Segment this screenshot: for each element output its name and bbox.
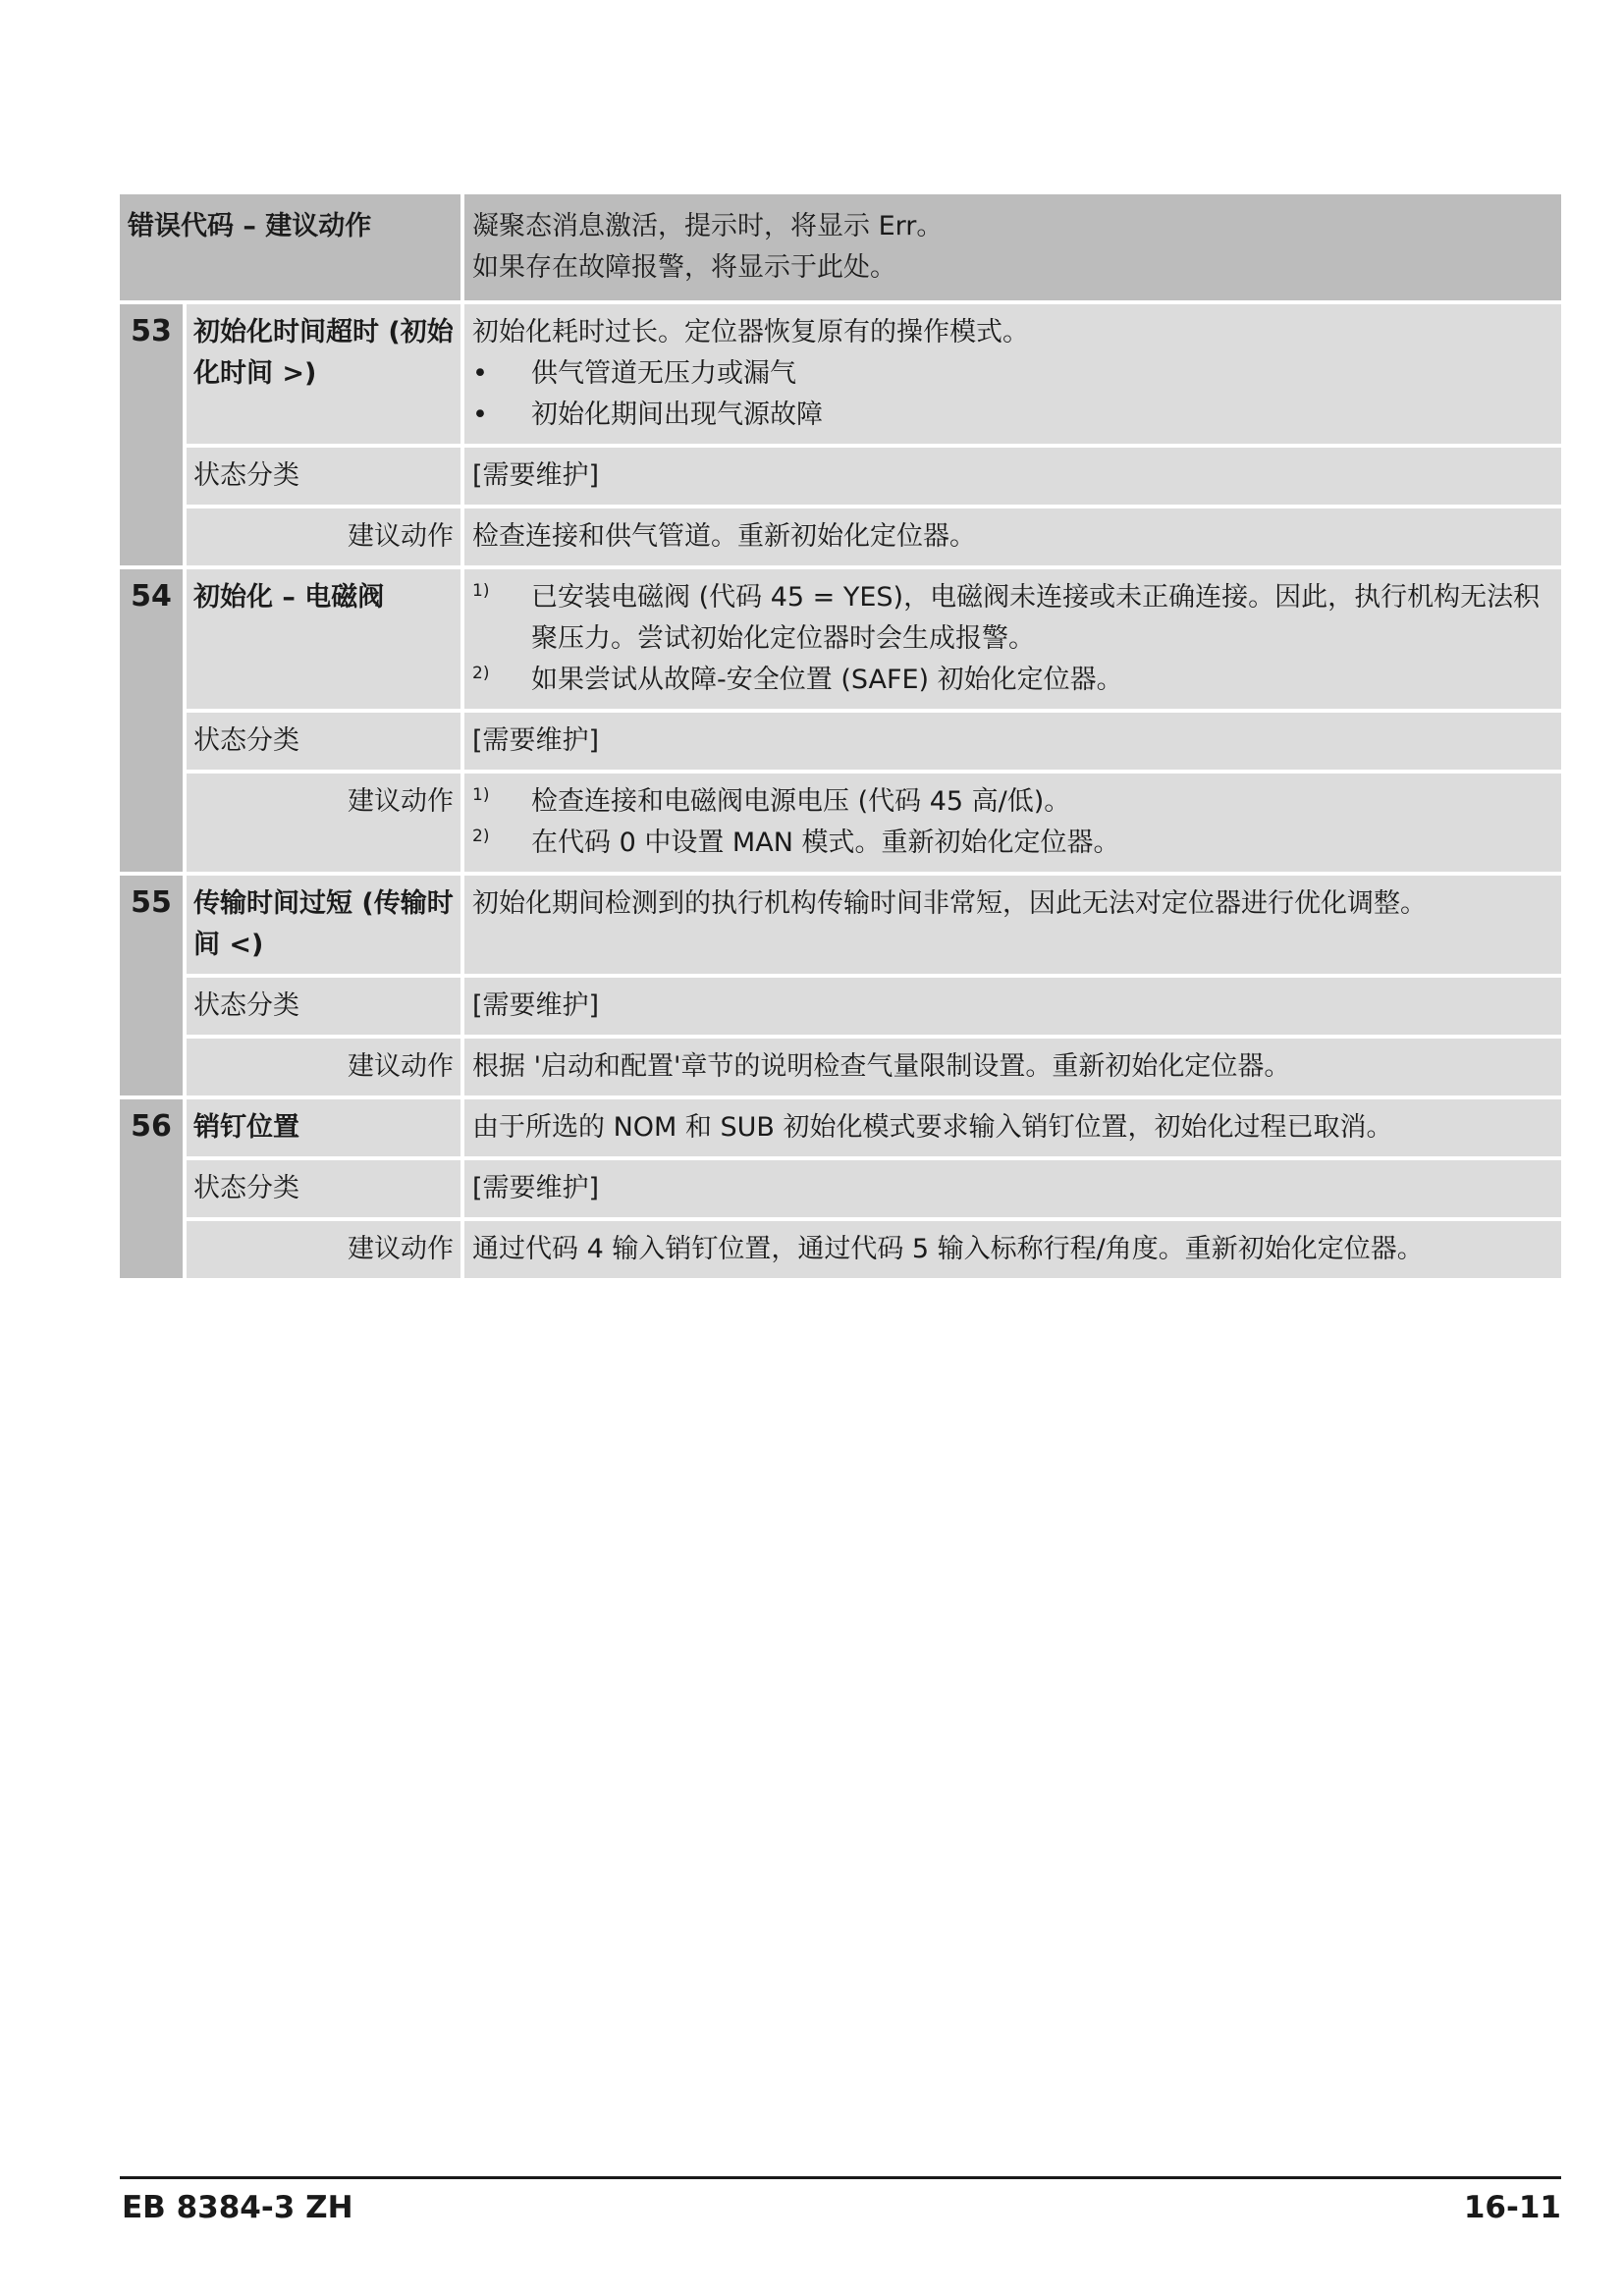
error-group-53	[120, 304, 1561, 569]
footer-rule	[120, 2176, 1561, 2179]
error-description: 初始化期间检测到的执行机构传输时间非常短，因此无法对定位器进行优化调整。	[472, 888, 1427, 919]
error-name: 销钉位置	[187, 1099, 464, 1156]
error-code-number: 53	[120, 304, 187, 565]
status-label: 状态分类	[187, 1160, 464, 1217]
list-item-text: 检查连接和电磁阀电源电压 (代码 45 高/低)。	[531, 786, 1071, 817]
action-row	[187, 1039, 1561, 1095]
action-value: 根据 '启动和配置'章节的说明检查气量限制设置。重新初始化定位器。	[472, 1051, 1291, 1082]
table-header	[120, 194, 1561, 304]
page-number: 16-11	[1463, 2190, 1561, 2225]
status-value: [需要维护]	[472, 460, 600, 491]
error-description-row	[187, 569, 1561, 713]
list-item	[472, 660, 1553, 701]
error-description-row	[187, 1099, 1561, 1160]
status-label: 状态分类	[187, 713, 464, 770]
error-intro: 初始化耗时过长。定位器恢复原有的操作模式。	[472, 317, 1029, 347]
list-item-text: 如果尝试从故障-安全位置 (SAFE) 初始化定位器。	[531, 665, 1123, 695]
header-title: 错误代码 – 建议动作	[120, 194, 464, 300]
list-item-text: 初始化期间出现气源故障	[531, 400, 823, 430]
action-value: 通过代码 4 输入销钉位置，通过代码 5 输入标称行程/角度。重新初始化定位器。	[472, 1234, 1424, 1264]
action-value: 检查连接和供气管道。重新初始化定位器。	[472, 521, 976, 552]
footnote-marker: 2)	[472, 664, 490, 683]
list-item	[472, 577, 1553, 660]
status-label: 状态分类	[187, 448, 464, 505]
error-group-55	[120, 876, 1561, 1099]
error-code-number: 55	[120, 876, 187, 1095]
action-row	[187, 1221, 1561, 1278]
error-description: 由于所选的 NOM 和 SUB 初始化模式要求输入销钉位置，初始化过程已取消。	[472, 1112, 1393, 1143]
error-group-54	[120, 569, 1561, 876]
action-label: 建议动作	[187, 774, 464, 872]
error-group-56	[120, 1099, 1561, 1282]
status-value: [需要维护]	[472, 725, 600, 756]
error-code-number: 54	[120, 569, 187, 872]
list-item	[472, 781, 1553, 823]
action-label: 建议动作	[187, 1039, 464, 1095]
footnote-marker: 1)	[472, 581, 490, 601]
action-row	[187, 774, 1561, 872]
action-label: 建议动作	[187, 508, 464, 565]
header-line-1: 凝聚态消息激活，提示时，将显示 Err。	[472, 211, 944, 241]
header-description	[464, 194, 1561, 300]
error-code-table	[120, 194, 1561, 1282]
status-row	[187, 713, 1561, 774]
list-item-text: 在代码 0 中设置 MAN 模式。重新初始化定位器。	[531, 828, 1120, 858]
error-description	[464, 304, 1561, 444]
list-item	[472, 823, 1553, 864]
error-name: 初始化 – 电磁阀	[187, 569, 464, 709]
header-line-2: 如果存在故障报警，将显示于此处。	[472, 252, 896, 283]
status-row	[187, 978, 1561, 1039]
status-label: 状态分类	[187, 978, 464, 1035]
list-item	[472, 353, 1553, 395]
status-row	[187, 1160, 1561, 1221]
action-label: 建议动作	[187, 1221, 464, 1278]
action-row	[187, 508, 1561, 565]
document-id: EB 8384-3 ZH	[122, 2190, 353, 2225]
action-value	[464, 774, 1561, 872]
list-item-text: 已安装电磁阀 (代码 45 = YES)，电磁阀未连接或未正确连接。因此，执行机构无法积聚压力。尝试初始化定位器时会生成报警。	[531, 582, 1541, 654]
footnote-marker: 2)	[472, 827, 490, 846]
error-description-row	[187, 876, 1561, 978]
error-name: 传输时间过短 (传输时间 <)	[187, 876, 464, 974]
status-value: [需要维护]	[472, 1173, 600, 1203]
error-description-row	[187, 304, 1561, 448]
error-code-number: 56	[120, 1099, 187, 1278]
status-value: [需要维护]	[472, 990, 600, 1021]
list-item-text: 供气管道无压力或漏气	[531, 358, 796, 389]
list-item	[472, 395, 1553, 436]
bullet-marker: •	[472, 358, 488, 389]
status-row	[187, 448, 1561, 508]
error-name: 初始化时间超时 (初始化时间 >)	[187, 304, 464, 444]
error-description	[464, 569, 1561, 709]
footnote-marker: 1)	[472, 785, 490, 805]
bullet-marker: •	[472, 400, 488, 430]
